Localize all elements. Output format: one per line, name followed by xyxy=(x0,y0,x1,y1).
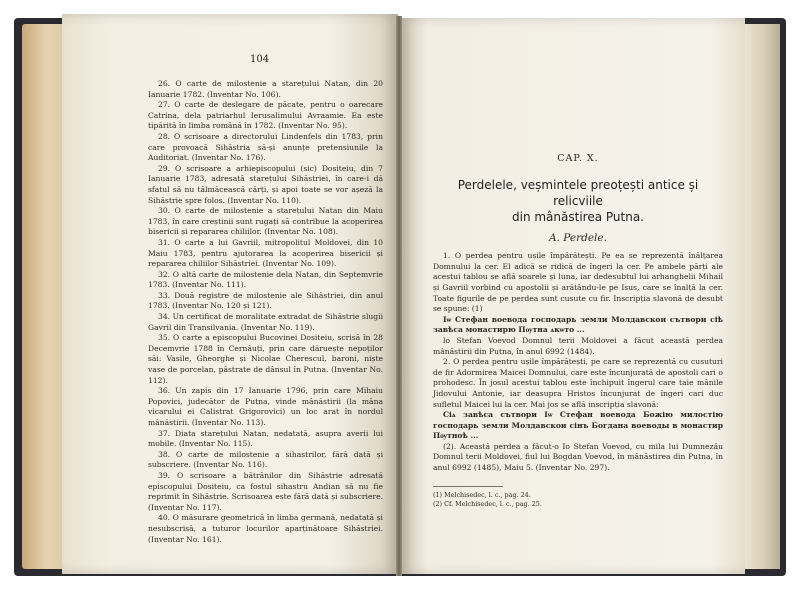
chapter-heading: CAP. X. xyxy=(557,153,599,164)
left-page-text xyxy=(148,79,383,545)
paragraph: 2. O perdea pentru ușile împărătești, pe care se reprezentă cu cusuturi de fir Adormirea Maicei Domnului, care este încunjurată de apostoli cari o prohodesc. În josul acestui tablou este închipuit îngerul care taie mânile Jidovului Antonie, iar deasupra Hristos încunjurat de îngeri cari duc sufletul Maicei lui la cer. Mai jos se află inscripția slavonă: xyxy=(433,357,723,409)
entry: 31. O carte a lui Gavriil, mitropolitul Moldovei, din 10 Maiu 1783, pentru ajutorarea la acoperirea bisericii și repararea chiliilor Sihăstriei. (Inventar No. 109). xyxy=(148,237,383,269)
chapter-title xyxy=(433,177,723,225)
entry: 26. O carte de milostenie a starețului Natan, din 20 Ianuarie 1782. (Inventar No. 106). xyxy=(148,79,383,99)
paragraph: (2). Această perdea a făcut-o Io Stefan Voevod, cu mila lui Dumnezău Domnul terii Moldovei, fiul lui Bogdan Voevod, în mânăstirea din Putna, în anul 6992 (1485), Maiu 5. (Inventar No. 297). xyxy=(433,441,723,473)
entry: 29. O scrisoare a arhiepiscopului (sic) Dositeiu, din 7 Ianuarie 1783, adresată starețului Sihăstriei, în care-i dă sfatul să nu tălmăcească cărți, și apoi toate se vor așeză la Sihăstrie spre folos. (Inventar No. 110). xyxy=(148,163,383,205)
entry: 38. O carte de milostenie a sihastrilor, fără dată și subscriere. (Inventar No. 116). xyxy=(148,449,383,470)
right-page-text xyxy=(433,154,723,509)
footnote: (2) Cf. Melchisedec, l. c., pag. 25. xyxy=(433,499,542,508)
slavonic-inscription: Сіѧ завѣса сътвори Іѡ Стефан воевода Божію милостію господарь земли Молдавскои сінъ Богдана воеводы в монастир Пѹтноѣ ... xyxy=(433,410,723,441)
paragraph: lo Stefan Voevod Domnul terii Moldovei a făcut această perdea mânăstirii din Putna, în anul 6992 (1484). xyxy=(433,335,723,356)
entry: 32. O altă carte de milostenie dela Natan, din Septemvrie 1783. (Inventar No. 111). xyxy=(148,269,383,290)
paragraph: 1. O perdea pentru ușile împărătești. Pe ea se reprezentă înălțarea Domnului la cer. El adică se ridică de îngeri la cer. Pe ambele părți ale acestui tablou se află soarele și luna, iar dedesubtul lui arhanghelii Mihail și Gavriil vorbind cu apostolii și arătându-le pe Isus, care se înalță la cer. Toate figurile de pe perdea sunt cusute cu fir. Inscripția slavonă de desubt se spune: (1) xyxy=(433,251,723,314)
section-heading: A. Perdele. xyxy=(549,231,607,244)
chapter-title-line: din mânăstirea Putna. xyxy=(512,209,644,224)
page-number: 104 xyxy=(250,54,270,65)
entry: 33. Două registre de milostenie ale Sihăstriei, din anul 1783. (Inventar No. 120 și 121). xyxy=(148,290,383,311)
entry: 39. O scrisoare a bătrânilor din Sihăstrie adresată episcopului Dositeiu, ca fostul sihastru Andian să nu fie reprimit în Sihăstrie. Scrisoarea este fără dată și subscriere. (Inventar No. 117). xyxy=(148,470,383,512)
footnote: (1) Melchisedec, l. c., pag. 24. xyxy=(433,490,531,499)
entry: 36. Un zapis din 17 Ianuarie 1796, prin care Mihaiu Popovici, judecător de Putna, vinde mânăstirii (la mâna vicarului ei Calistrat Grigorovici) un loc arat în nordul mânăstirii. (Inventar No. 113). xyxy=(148,386,383,427)
chapter-title-line: Perdelele, veșmintele preoțești antice și relicviile xyxy=(457,177,699,208)
entry: 37. Diata starețului Natan, nedatată, asupra averii lui mobile. (Inventar No. 115). xyxy=(148,428,383,449)
footnote-rule xyxy=(433,486,503,487)
entry: 27. O carte de deslegare de păcate, pentru o oarecare Catrina, dela patriarhul Ierusalimului Avraamie. Ea este tipărită în limba română în 1782. (Inventar No. 95). xyxy=(148,100,383,131)
book-gutter xyxy=(396,16,402,576)
slavonic-inscription: Іѡ Стефан воевода господарь земли Молдавскои сътвори сіѣ завѣса монастирю Пѹтна ѧкѡто ... xyxy=(433,314,723,335)
entry: 34. Un certificat de moralitate extradat de Sihăstrie slugii Gavril din Transilvania. (Inventar No. 119). xyxy=(148,312,383,332)
entry: 35. O carte a episcopului Bucovinei Dositeiu, scrisă în 28 Decemvrie 1788 în Cernăuți, prin care dăruește nepoților săi: Vasile, Gheorghe și Nicolae Cherescul, baroni, niște vase de porcelan, păstrate de dânsul în Putna. (Inventar No. 112). xyxy=(148,333,383,385)
entry: 40. O măsurare geometrică în limba germană, nedatată și nesubscrisă, a tuturor locurilor aparținătoare Sihăstriei. (Inventar No. 161). xyxy=(148,513,383,544)
entry: 28. O scrisoare a directorului Lindenfels din 1783, prin care provoacă Sihăstria să-și anunțe pretensiunile la Auditoriat. (Inventar No. 176). xyxy=(148,131,383,163)
entry: 30. O carte de milostenie a starețului Natan din Maiu 1783, în care creștinii sunt rugați să contribue la acoperirea bisericii și repararea chiliilor. (Inventar No. 108). xyxy=(148,206,383,237)
page-edges-right xyxy=(740,24,780,569)
